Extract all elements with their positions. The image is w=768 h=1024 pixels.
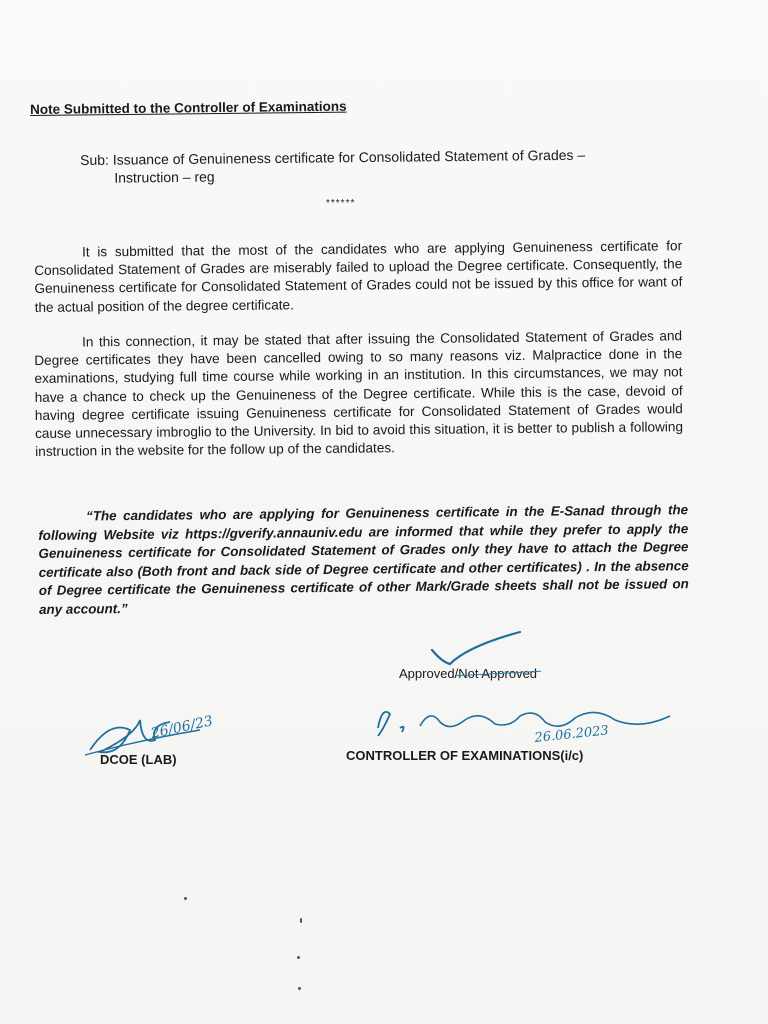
paragraph-2: In this connection, it may be stated that after issuing the Consolidated Statement of Grades and Degree certificates they have been cancelled owing to so many reasons viz. Malpractice done in the examinations, studying full time course while working in an institution. In this circumstances, we may not have a chance to check up the Genuineness of the Degree certificate. While this is the case, devoid of having degree certificate issuing Genuineness certificate for Consolidated Statement of Grades would cause unnecessary imbroglio to the University. In bid to avoid this situation, it is better to publish a following instruction in the website for the follow up of the candidates. — [34, 327, 684, 459]
coe-signature — [370, 698, 690, 748]
subject-line-2: Instruction – reg — [114, 168, 215, 186]
separator: ****** — [326, 198, 356, 209]
page-speck — [184, 897, 187, 900]
page-speck — [300, 918, 302, 923]
approval-check-mark — [428, 628, 528, 668]
document-heading: Note Submitted to the Controller of Examinations — [30, 98, 347, 117]
subject-line-1: Sub: Issuance of Genuineness certificate for Consolidated Statement of Grades – — [80, 146, 586, 168]
coe-signatory-label: CONTROLLER OF EXAMINATIONS(i/c) — [346, 748, 584, 763]
instruction-quote: “The candidates who are applying for Genuineness certificate in the E-Sanad through the following Website viz https://gverify.annauniv.edu are informed that while they prefer to apply the Genuineness certificate for Consolidated Statement of Grades only they have to attach the Degree certificate also (Both front and back side of Degree certificate and other certificates) . In the absence of Degree certificate the Genuineness certificate of other Mark/Grade sheets shall not be issued on any account.” — [38, 502, 689, 618]
coe-signature-date: 26.06.2023 — [533, 723, 610, 746]
approval-status — [399, 666, 537, 681]
subject-line — [80, 145, 680, 187]
page-speck — [298, 987, 301, 990]
page-speck — [297, 956, 300, 959]
approved-label: Approved/ — [399, 666, 459, 681]
not-approved-label: Not Approved — [458, 666, 538, 681]
dcoe-signature-date: 26/06/23 — [149, 713, 215, 742]
paragraph-1: It is submitted that the most of the candidates who are applying Genuineness certificate for Consolidated Statement of Grades are miserably failed to upload the Degree certificate. Consequently, the Genuineness certificate for Consolidated Statement of Grades could not be issued by this office for want of the actual position of the degree certificate. — [34, 237, 683, 315]
dcoe-signatory-label: DCOE (LAB) — [100, 752, 177, 767]
